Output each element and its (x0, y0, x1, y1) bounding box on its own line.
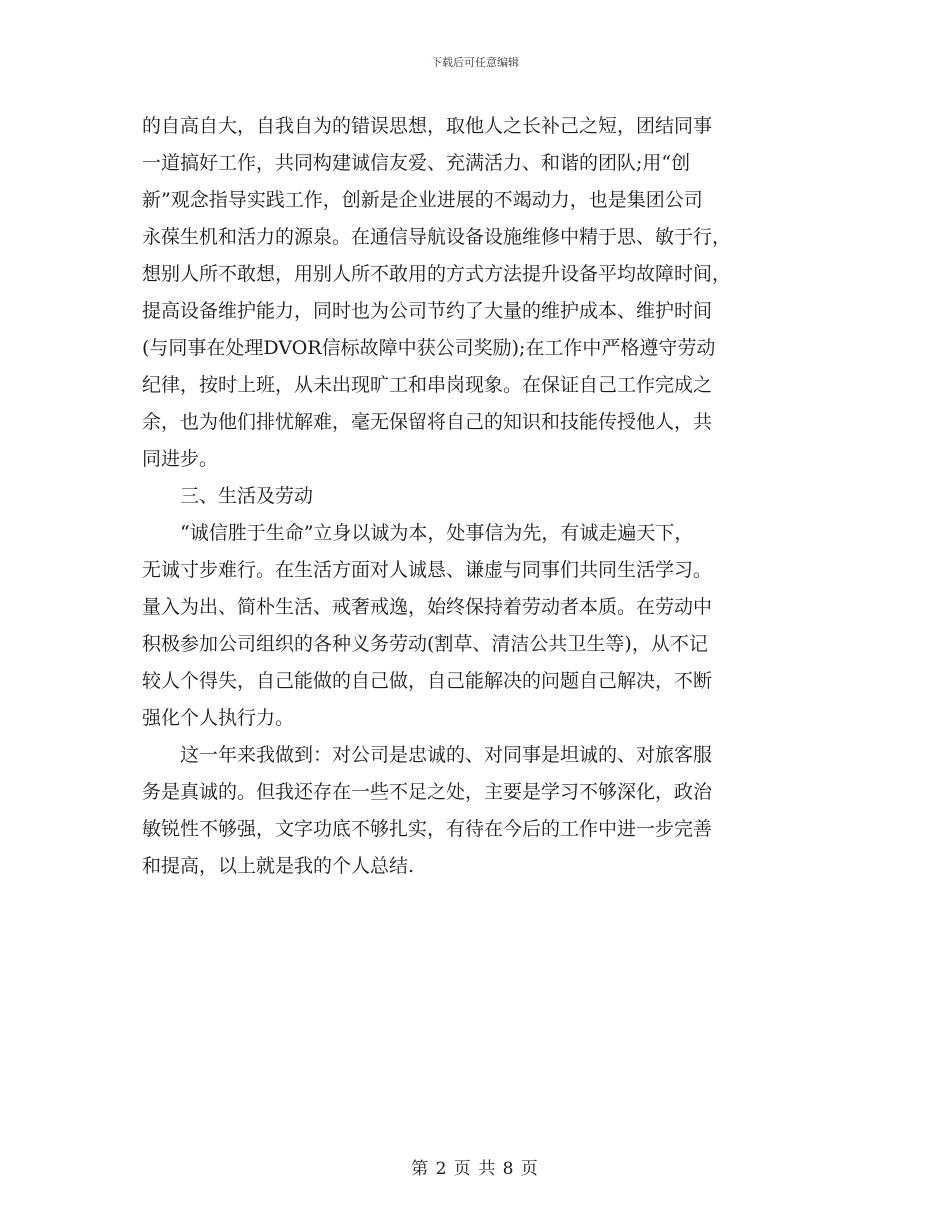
body-line: 积极参加公司组织的各种义务劳动(割草、清洁公共卫生等)，从不记 (142, 633, 708, 655)
body-line: 这一年来我做到：对公司是忠诚的、对同事是坦诚的、对旅客服 (180, 744, 713, 766)
body-line: 无诚寸步难行。在生活方面对人诚恳、谦虚与同事们共同生活学习。 (142, 559, 713, 581)
document-body (142, 108, 812, 885)
section-heading: 三、生活及劳动 (180, 485, 314, 507)
body-line: 永葆生机和活力的源泉。在通信导航设备设施维修中精于思、敏于行， (142, 226, 732, 248)
body-line: 同进步。 (142, 448, 219, 470)
body-line: 较人个得失，自己能做的自己做，自己能解决的问题自己解决，不断 (142, 670, 713, 692)
body-line: 量入为出、简朴生活、戒奢戒逸，始终保持着劳动者本质。在劳动中 (142, 596, 713, 618)
body-line: 敏锐性不够强，文字功底不够扎实，有待在今后的工作中进一步完善 (142, 818, 713, 840)
body-line: 提高设备维护能力，同时也为公司节约了大量的维护成本、维护时间 (142, 300, 713, 322)
body-line: 的自高自大，自我自为的错误思想，取他人之长补己之短，团结同事 (142, 115, 713, 137)
body-line: 和提高，以上就是我的个人总结. (142, 855, 415, 877)
body-line: 新”观念指导实践工作，创新是企业进展的不竭动力，也是集团公司 (142, 189, 703, 211)
body-line: 一道搞好工作，共同构建诚信友爱、充满活力、和谐的团队;用“创 (142, 152, 691, 174)
body-line: 强化个人执行力。 (142, 707, 295, 729)
body-line: 纪律，按时上班，从未出现旷工和串岗现象。在保证自己工作完成之 (142, 374, 713, 396)
body-line: 想别人所不敢想，用别人所不敢用的方式方法提升设备平均故障时间， (142, 263, 732, 285)
body-line: “诚信胜于生命”立身以诚为本，处事信为先，有诚走遍天下， (180, 522, 694, 544)
page-footer: 第 2 页 共 8 页 (411, 1159, 539, 1179)
page-header: 下载后可任意编辑 (431, 56, 519, 69)
body-line: (与同事在处理DVOR信标故障中获公司奖励);在工作中严格遵守劳动 (142, 337, 716, 359)
body-line: 务是真诚的。但我还存在一些不足之处，主要是学习不够深化，政治 (142, 781, 713, 803)
body-line: 余，也为他们排忧解难，毫无保留将自己的知识和技能传授他人，共 (142, 411, 713, 433)
